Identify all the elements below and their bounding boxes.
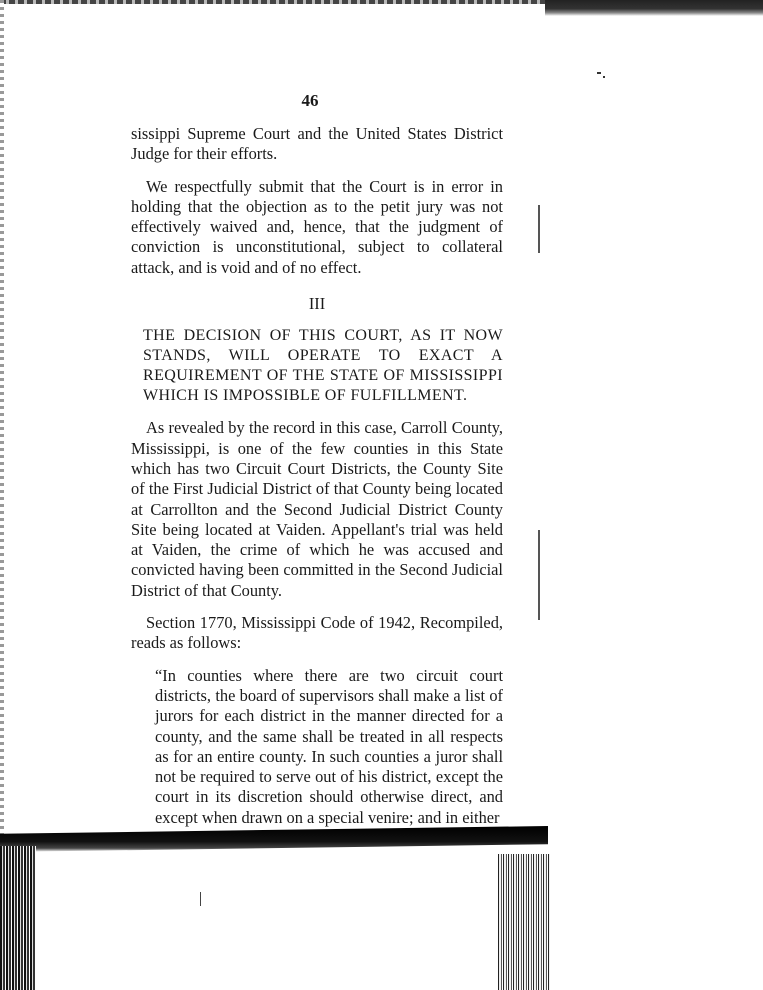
scan-dark-corner (545, 0, 763, 16)
paragraph-record: As revealed by the record in this case, Carroll County, Mississippi, is one of the few counties in this State which has two Circuit Court Districts, the County Site of the First Judicial District of that County being located at Carrollton and the Second Judicial District County Site being located at Vaiden. Appellant's trial was held at Vaiden, the crime of which he was accused and convicted having been committed in the Second Judicial District of that County. (131, 418, 503, 600)
scan-bottom-edge (0, 826, 763, 990)
scan-stripes-left (0, 846, 36, 990)
scan-tick (200, 892, 201, 906)
paragraph-submission: We respectfully submit that the Court is in error in holding that the objection as to the petit jury was not effectively waived and, hence, that the judgment of conviction is unconstitutional, subject to collateral attack, and is void and of no effect. (131, 176, 503, 277)
margin-mark (538, 530, 540, 620)
paragraph-code-intro: Section 1770, Mississippi Code of 1942, Recompiled, reads as follows: (131, 613, 503, 653)
section-numeral: III (308, 294, 326, 314)
scan-speck (597, 72, 601, 74)
scan-dark-band (0, 826, 548, 852)
margin-mark (538, 205, 540, 253)
text-column (131, 124, 503, 828)
section-heading: THE DECISION OF THIS COURT, AS IT NOW STANDS, WILL OPERATE TO EXACT A REQUIREMENT OF THE STATE OF MISSISSIPPI WHICH IS IMPOSSIBLE OF FULFILLMENT. (143, 327, 503, 405)
page-number: 46 (301, 91, 319, 110)
paragraph-continuation: sissippi Supreme Court and the United States District Judge for their efforts. (131, 124, 503, 164)
scan-speck (603, 76, 605, 78)
block-quote: “In counties where there are two circuit court districts, the board of supervisors shall make a list of jurors for each district in the manner directed for a county, and the same shall be treated in all respects as for an entire county. In such counties a juror shall not be required to serve out of his district, except the court in its discretion should otherwise direct, and except when drawn on a special venire; and in either (155, 665, 503, 827)
scan-stripes-right (498, 854, 550, 990)
